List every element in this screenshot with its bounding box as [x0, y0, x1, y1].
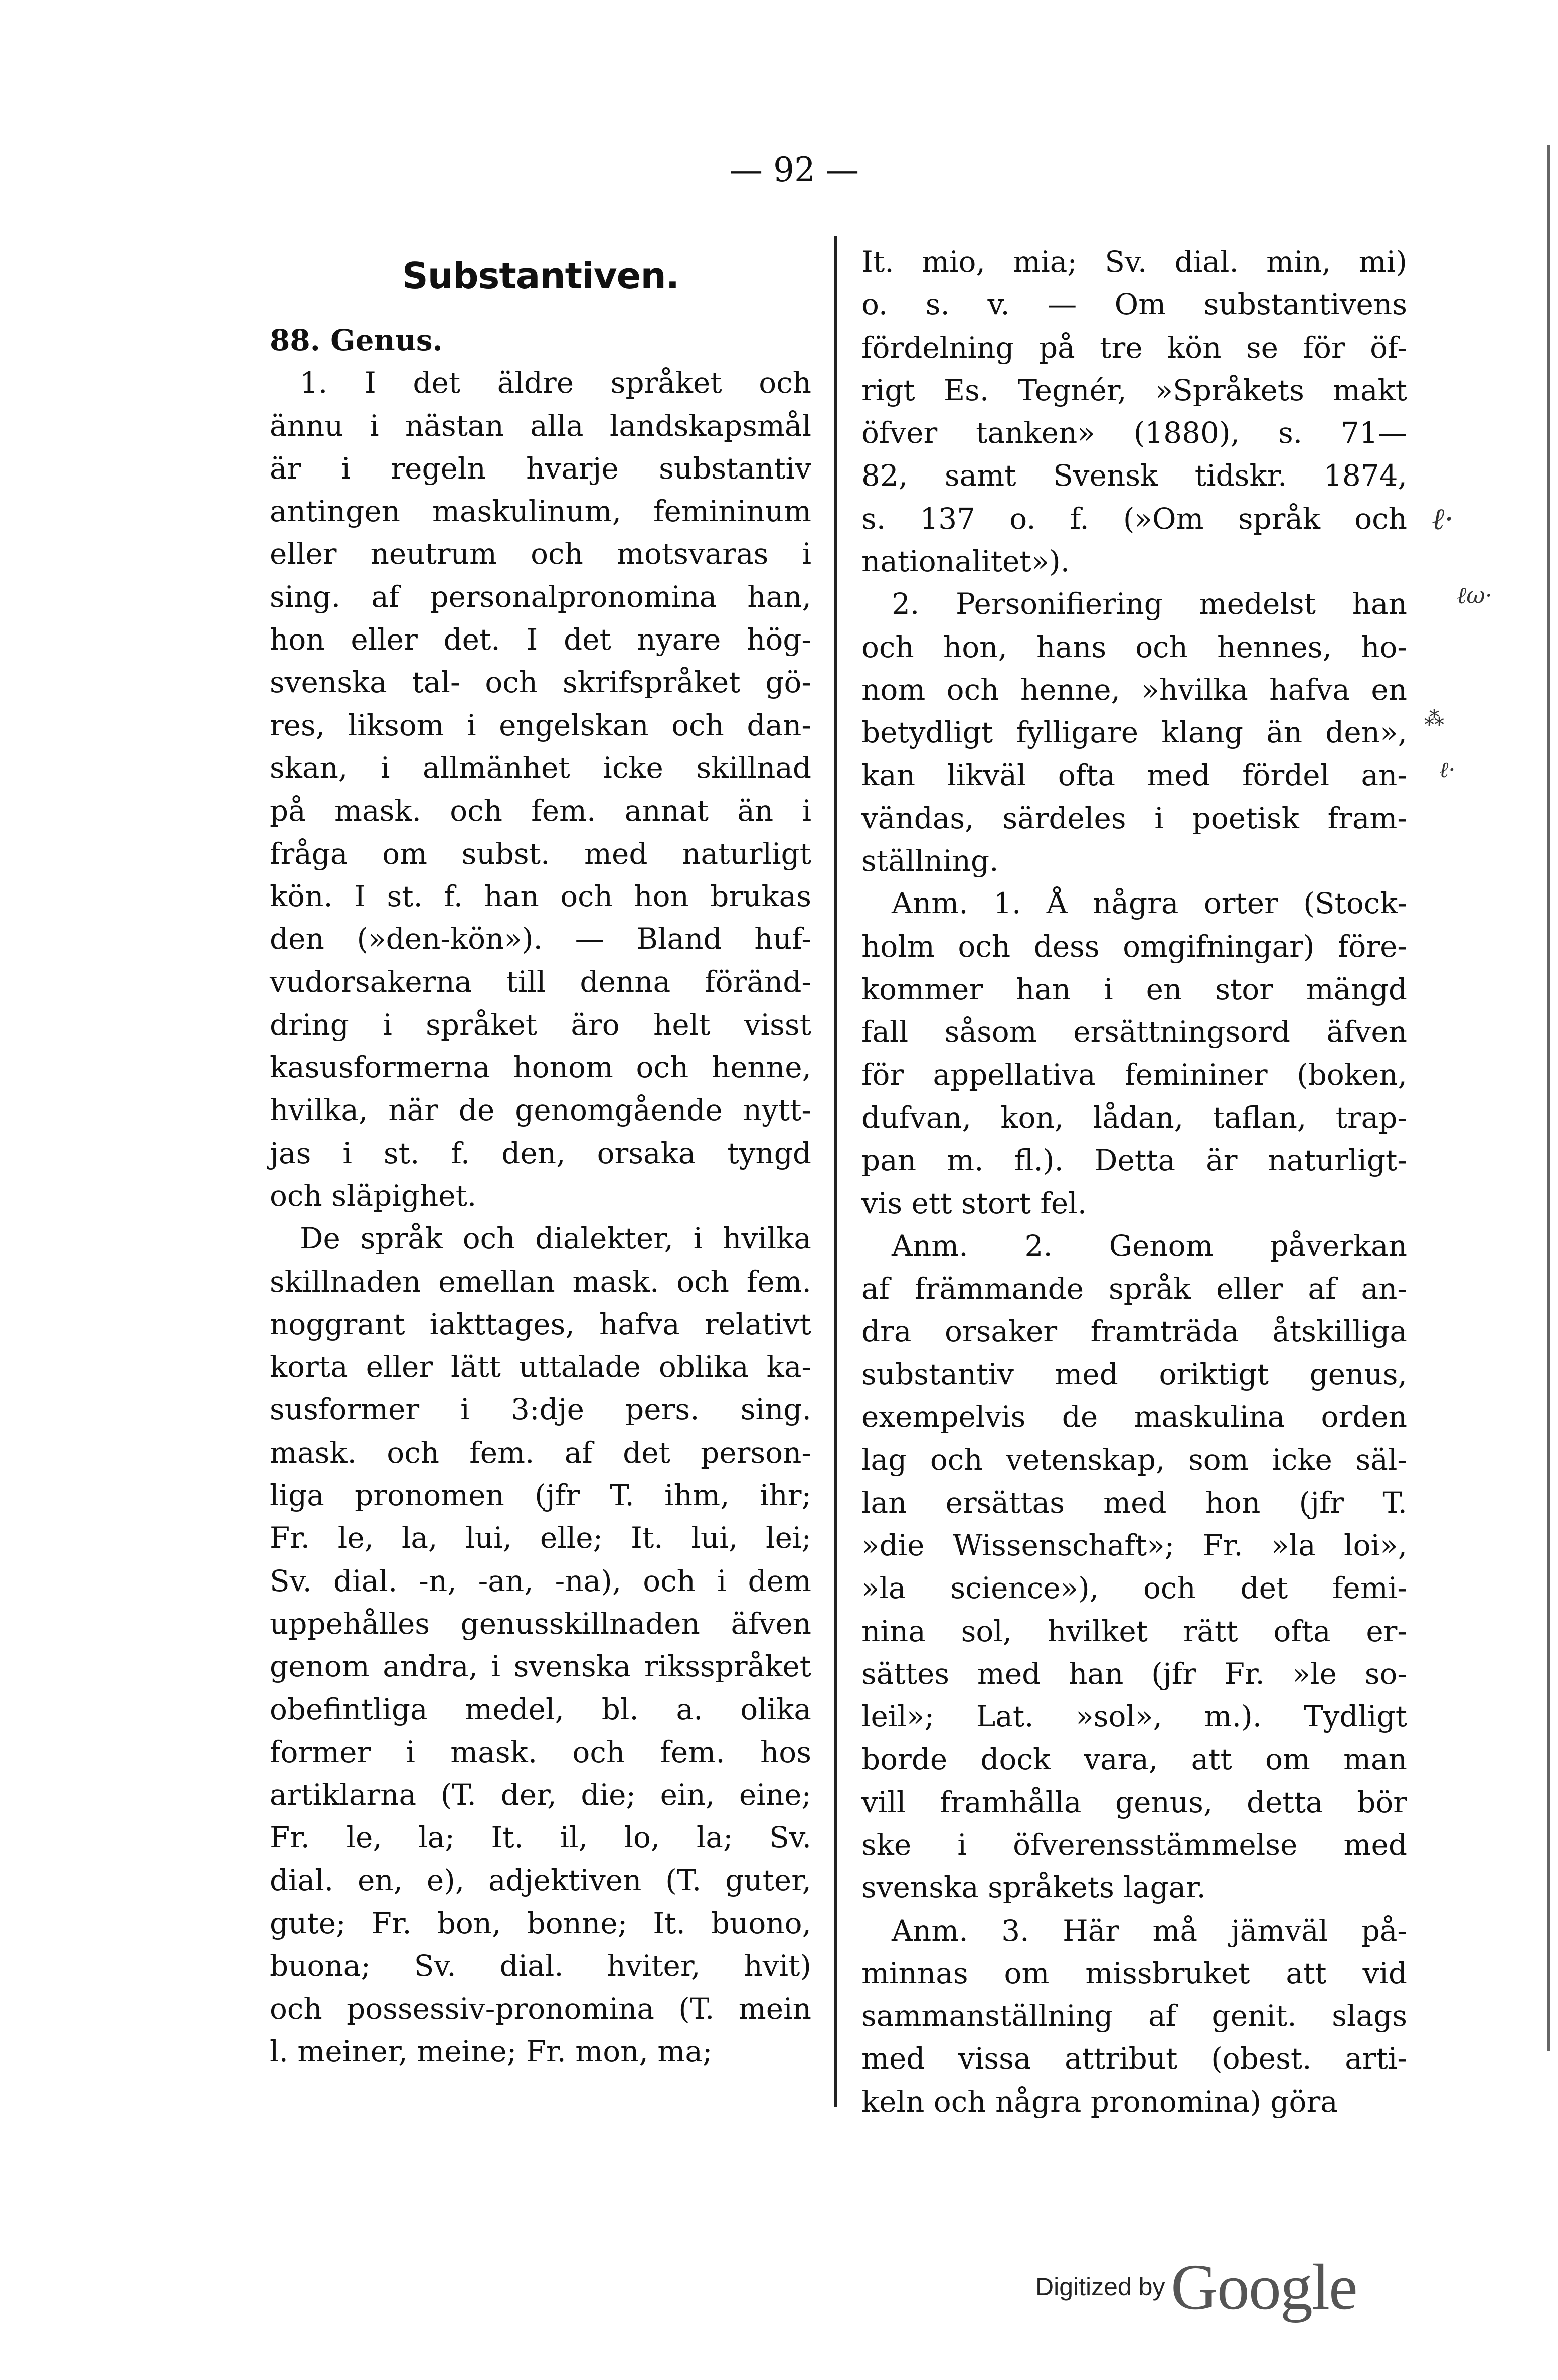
- text-line: fråga om subst. med naturligt: [270, 836, 811, 871]
- text-line: exempelvis de maskulina orden: [861, 1400, 1407, 1435]
- text-line: svenska språkets lagar.: [861, 1870, 1206, 1905]
- text-line: minnas om missbruket att vid: [861, 1956, 1407, 1990]
- text-line: Anm. 3. Här må jämväl på-: [892, 1913, 1407, 1948]
- text-line: res, liksom i engelskan och dan-: [270, 708, 811, 742]
- text-line: sättes med han (jfr Fr. »le so-: [861, 1656, 1407, 1691]
- text-line: på mask. och fem. annat än i: [270, 794, 811, 828]
- text-line: öfver tanken» (1880), s. 71—: [861, 416, 1407, 450]
- text-line: kommer han i en stor mängd: [861, 972, 1407, 1007]
- text-line: »die Wissenschaft»; Fr. »la loi»,: [861, 1528, 1407, 1562]
- text-line: leil»; Lat. »sol», m.). Tydligt: [861, 1699, 1407, 1734]
- text-line: vill framhålla genus, detta bör: [861, 1785, 1407, 1819]
- text-line: 88. Genus.: [270, 323, 443, 357]
- text-line: Fr. le, la; It. il, lo, la; Sv.: [270, 1820, 811, 1855]
- text-line: substantiv med oriktigt genus,: [861, 1357, 1407, 1391]
- text-line: l. meiner, meine; Fr. mon, ma;: [270, 2034, 713, 2069]
- text-line: Fr. le, la, lui, elle; It. lui, lei;: [270, 1521, 811, 1555]
- right-column: [861, 241, 1407, 2123]
- text-line: vändas, särdeles i poetisk fram-: [861, 801, 1407, 835]
- text-line: för appellativa femininer (boken,: [861, 1057, 1407, 1092]
- text-line: är i regeln hvarje substantiv: [270, 451, 811, 486]
- text-line: sing. af personalpronomina han,: [270, 579, 811, 614]
- margin-mark: ℓω·: [1457, 582, 1493, 609]
- margin-mark: ℓ·: [1439, 757, 1456, 783]
- right-column-text: [861, 241, 1407, 2123]
- page-number: — 92 —: [730, 150, 859, 189]
- text-line: skan, i allmänhet icke skillnad: [270, 750, 811, 785]
- text-line: borde dock vara, att om man: [861, 1742, 1407, 1777]
- text-line: susformer i 3:dje pers. sing.: [270, 1392, 811, 1427]
- text-line: och släpighet.: [270, 1178, 477, 1213]
- left-column: [270, 241, 811, 2073]
- text-line: ställning.: [861, 844, 999, 878]
- text-line: obefintliga medel, bl. a. olika: [270, 1692, 811, 1726]
- text-line: sammanställning af genit. slags: [861, 1999, 1407, 2033]
- text-line: hvilka, när de genomgående nytt-: [270, 1093, 811, 1128]
- text-line: ske i öfverensstämmelse med: [861, 1827, 1407, 1862]
- text-line: betydligt fylligare klang än den»,: [861, 715, 1407, 750]
- text-line: nina sol, hvilket rätt ofta er-: [861, 1614, 1407, 1648]
- text-line: former i mask. och fem. hos: [270, 1734, 811, 1769]
- google-logo: Google: [1171, 2251, 1357, 2323]
- text-line: af främmande språk eller af an-: [861, 1272, 1407, 1306]
- text-line: keln och några pronomina) göra: [861, 2084, 1338, 2119]
- text-line: den (»den-kön»). — Bland huf-: [270, 922, 811, 957]
- text-line: med vissa attribut (obest. arti-: [861, 2041, 1407, 2076]
- text-line: gute; Fr. bon, bonne; It. buono,: [270, 1906, 811, 1940]
- text-line: Sv. dial. -n, -an, -na), och i dem: [270, 1563, 811, 1598]
- text-line: kön. I st. f. han och hon brukas: [270, 879, 811, 913]
- column-divider: [834, 236, 837, 2107]
- text-line: genom andra, i svenska riksspråket: [270, 1649, 811, 1684]
- text-line: antingen maskulinum, femininum: [270, 494, 811, 529]
- text-line: 82, samt Svensk tidskr. 1874,: [861, 458, 1407, 493]
- text-line: och hon, hans och hennes, ho-: [861, 629, 1407, 664]
- text-line: jas i st. f. den, orsaka tyngd: [270, 1136, 811, 1170]
- text-line: rigt Es. Tegnér, »Språkets makt: [861, 373, 1407, 407]
- text-line: It. mio, mia; Sv. dial. min, mi): [861, 245, 1407, 279]
- digitized-by-label: Digitized by: [1035, 2273, 1165, 2301]
- text-line: dra orsaker framträda åtskilliga: [861, 1314, 1407, 1349]
- text-line: och possessiv-pronomina (T. mein: [270, 1991, 811, 2026]
- margin-mark: ⁂: [1424, 707, 1444, 730]
- text-line: liga pronomen (jfr T. ihm, ihr;: [270, 1478, 811, 1513]
- text-line: »la science»), och det femi-: [861, 1571, 1407, 1606]
- text-line: ännu i nästan alla landskapsmål: [270, 408, 811, 443]
- text-line: uppehålles genusskillnaden äfven: [270, 1606, 811, 1641]
- text-line: dufvan, kon, lådan, taflan, trap-: [861, 1100, 1407, 1135]
- text-line: buona; Sv. dial. hviter, hvit): [270, 1949, 811, 1983]
- left-column-text: [270, 319, 811, 2073]
- text-line: lag och vetenskap, som icke säl-: [861, 1443, 1407, 1477]
- text-line: nationalitet»).: [861, 544, 1070, 579]
- margin-mark: ℓ·: [1432, 502, 1454, 537]
- text-line: hon eller det. I det nyare hög-: [270, 622, 811, 657]
- text-line: mask. och fem. af det person-: [270, 1435, 811, 1470]
- text-line: dring i språket äro helt visst: [270, 1007, 811, 1042]
- text-line: 1. I det äldre språket och: [300, 366, 811, 400]
- text-line: nom och henne, »hvilka hafva en: [861, 672, 1407, 707]
- text-line: Anm. 2. Genom påverkan: [892, 1228, 1407, 1263]
- text-line: noggrant iakttages, hafva relativt: [270, 1307, 811, 1341]
- text-line: dial. en, e), adjektiven (T. guter,: [270, 1863, 811, 1897]
- text-line: s. 137 o. f. (»Om språk och: [861, 501, 1407, 536]
- text-line: 2. Personifiering medelst han: [892, 587, 1407, 621]
- text-line: De språk och dialekter, i hvilka: [300, 1221, 811, 1256]
- text-line: skillnaden emellan mask. och fem.: [270, 1264, 811, 1299]
- text-line: vis ett stort fel.: [861, 1186, 1087, 1220]
- text-line: holm och dess omgifningar) före-: [861, 929, 1407, 964]
- text-line: fall såsom ersättningsord äfven: [861, 1015, 1407, 1049]
- text-line: korta eller lätt uttalade oblika ka-: [270, 1350, 811, 1384]
- section-title: Substantiven.: [402, 255, 679, 297]
- page-edge-line: [1547, 145, 1550, 2051]
- text-line: fördelning på tre kön se för öf-: [861, 330, 1407, 365]
- text-line: kan likväl ofta med fördel an-: [861, 758, 1407, 792]
- text-line: vudorsakerna till denna föränd-: [270, 965, 811, 999]
- text-line: svenska tal- och skrifspråket gö-: [270, 665, 811, 700]
- text-line: Anm. 1. Å några orter (Stock-: [892, 886, 1407, 921]
- text-line: lan ersättas med hon (jfr T.: [861, 1485, 1407, 1520]
- text-line: kasusformerna honom och henne,: [270, 1050, 811, 1085]
- text-line: o. s. v. — Om substantivens: [861, 287, 1407, 322]
- text-line: eller neutrum och motsvaras i: [270, 537, 811, 571]
- text-line: artiklarna (T. der, die; ein, eine;: [270, 1778, 811, 1812]
- text-line: pan m. fl.). Detta är naturligt-: [861, 1143, 1407, 1178]
